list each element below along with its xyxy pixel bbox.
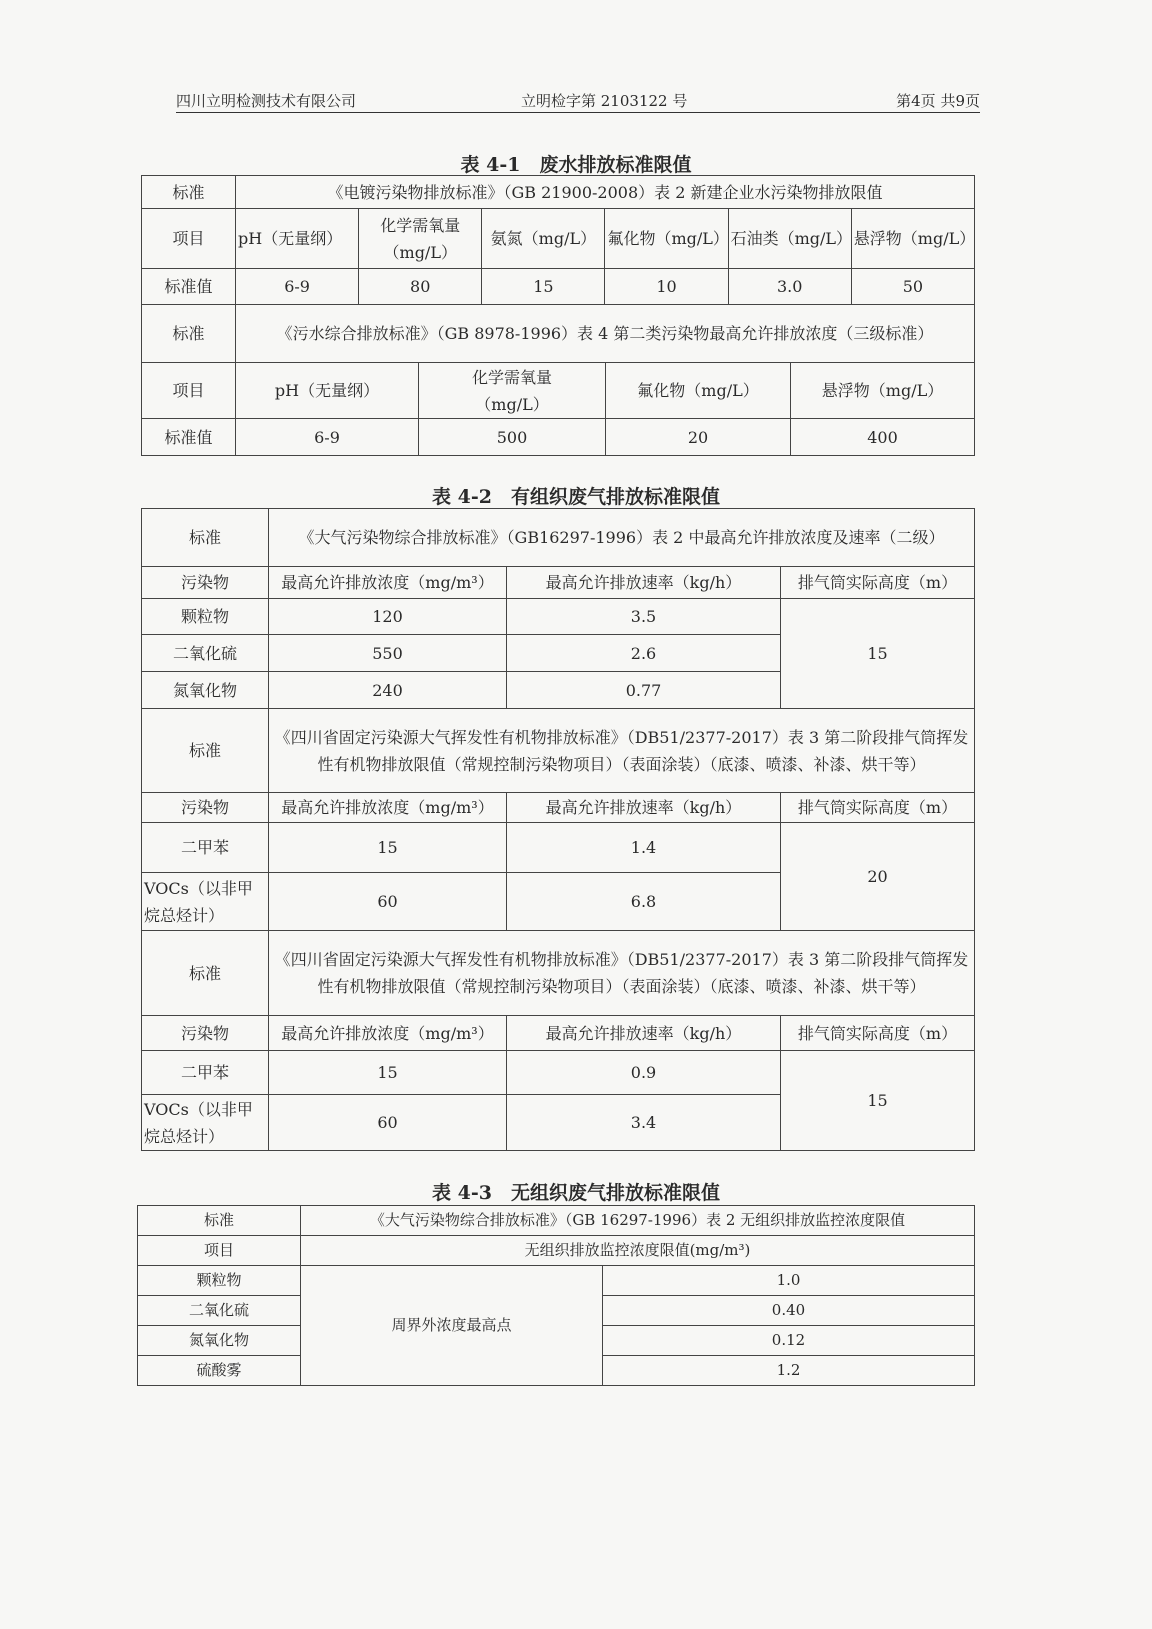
- col-header: 污染物: [142, 567, 269, 599]
- company-name: 四川立明检测技术有限公司: [176, 92, 357, 110]
- col-header: 污染物: [142, 793, 269, 823]
- item: 化学需氧量（mg/L）: [419, 363, 606, 419]
- pollutant: VOCs（以非甲烷总烃计）: [142, 1095, 269, 1151]
- value: 80: [359, 269, 482, 305]
- label: 标准: [142, 709, 269, 793]
- table-4-3-title: 表 4-3 无组织废气排放标准限值: [432, 1182, 720, 1204]
- pollutant: 颗粒物: [142, 599, 269, 635]
- label: 标准: [142, 509, 269, 567]
- table-4-2-title: 表 4-2 有组织废气排放标准限值: [432, 486, 720, 508]
- pollutant: 氮氧化物: [142, 672, 269, 709]
- value: 0.12: [603, 1326, 975, 1356]
- value: 6-9: [236, 419, 419, 456]
- pollutant: 颗粒物: [138, 1266, 301, 1296]
- stack-height: 15: [781, 599, 975, 709]
- table-4-1b: [141, 304, 975, 456]
- item: 氟化物（mg/L）: [605, 209, 728, 269]
- item: pH（无量纲）: [236, 209, 359, 269]
- col-header: 排气筒实际高度（m）: [781, 567, 975, 599]
- page-header: [176, 88, 980, 113]
- col-header: 最高允许排放浓度（mg/m³）: [269, 1016, 507, 1051]
- rate: 2.6: [507, 635, 781, 672]
- table-4-2: [141, 508, 975, 1151]
- value: 0.40: [603, 1296, 975, 1326]
- col-header: 污染物: [142, 1016, 269, 1051]
- standard-name: 《大气污染物综合排放标准》（GB 16297-1996）表 2 无组织排放监控浓度限值: [301, 1206, 975, 1236]
- label: 项目: [138, 1236, 301, 1266]
- label: 项目: [142, 363, 236, 419]
- col-header: 排气筒实际高度（m）: [781, 793, 975, 823]
- label: 标准: [142, 305, 236, 363]
- value: 20: [606, 419, 791, 456]
- conc: 60: [269, 1095, 507, 1151]
- label: 标准值: [142, 269, 236, 305]
- conc: 240: [269, 672, 507, 709]
- value: 3.0: [728, 269, 851, 305]
- standard-name: 《电镀污染物排放标准》（GB 21900-2008）表 2 新建企业水污染物排放限值: [236, 176, 975, 209]
- item: 氟化物（mg/L）: [606, 363, 791, 419]
- rate: 3.5: [507, 599, 781, 635]
- rate: 1.4: [507, 823, 781, 873]
- pollutant: 二氧化硫: [142, 635, 269, 672]
- col-header: 最高允许排放速率（kg/h）: [507, 793, 781, 823]
- stack-height: 20: [781, 823, 975, 931]
- rate: 0.77: [507, 672, 781, 709]
- item: 化学需氧量（mg/L）: [359, 209, 482, 269]
- rate: 0.9: [507, 1051, 781, 1095]
- item: 无组织排放监控浓度限值(mg/m³): [301, 1236, 975, 1266]
- standard-name: 《大气污染物综合排放标准》（GB16297-1996）表 2 中最高允许排放浓度及速率（二级）: [269, 509, 975, 567]
- value: 1.0: [603, 1266, 975, 1296]
- pollutant: 硫酸雾: [138, 1356, 301, 1386]
- value: 1.2: [603, 1356, 975, 1386]
- col-header: 排气筒实际高度（m）: [781, 1016, 975, 1051]
- item: 悬浮物（mg/L）: [791, 363, 975, 419]
- value: 400: [791, 419, 975, 456]
- value: 50: [851, 269, 974, 305]
- table-4-3: [137, 1205, 975, 1386]
- rate: 6.8: [507, 873, 781, 931]
- standard-name: 《四川省固定污染源大气挥发性有机物排放标准》（DB51/2377-2017）表 3 第二阶段排气筒挥发性有机物排放限值（常规控制污染物项目）（表面涂装）（底漆、喷漆、补漆、烘干等）: [269, 931, 975, 1016]
- value: 15: [482, 269, 605, 305]
- item: 石油类（mg/L）: [728, 209, 851, 269]
- table-4-1-title: 表 4-1 废水排放标准限值: [460, 154, 692, 176]
- col-header: 最高允许排放速率（kg/h）: [507, 567, 781, 599]
- value: 500: [419, 419, 606, 456]
- monitoring-location: 周界外浓度最高点: [301, 1266, 603, 1386]
- label: 标准值: [142, 419, 236, 456]
- conc: 120: [269, 599, 507, 635]
- report-number: 立明检字第 2103122 号: [521, 92, 688, 110]
- pollutant: 氮氧化物: [138, 1326, 301, 1356]
- standard-name: 《四川省固定污染源大气挥发性有机物排放标准》（DB51/2377-2017）表 3 第二阶段排气筒挥发性有机物排放限值（常规控制污染物项目）（表面涂装）（底漆、喷漆、补漆、烘干等）: [269, 709, 975, 793]
- value: 10: [605, 269, 728, 305]
- pollutant: VOCs（以非甲烷总烃计）: [142, 873, 269, 931]
- conc: 15: [269, 823, 507, 873]
- stack-height: 15: [781, 1051, 975, 1151]
- label: 标准: [142, 176, 236, 209]
- item: 悬浮物（mg/L）: [851, 209, 974, 269]
- pollutant: 二氧化硫: [138, 1296, 301, 1326]
- item: pH（无量纲）: [236, 363, 419, 419]
- label: 标准: [142, 931, 269, 1016]
- conc: 550: [269, 635, 507, 672]
- standard-name: 《污水综合排放标准》（GB 8978-1996）表 4 第二类污染物最高允许排放浓度（三级标准）: [236, 305, 975, 363]
- pollutant: 二甲苯: [142, 823, 269, 873]
- value: 6-9: [236, 269, 359, 305]
- page-number: 第4页 共9页: [896, 92, 980, 110]
- pollutant: 二甲苯: [142, 1051, 269, 1095]
- col-header: 最高允许排放浓度（mg/m³）: [269, 793, 507, 823]
- item: 氨氮（mg/L）: [482, 209, 605, 269]
- rate: 3.4: [507, 1095, 781, 1151]
- conc: 15: [269, 1051, 507, 1095]
- label: 标准: [138, 1206, 301, 1236]
- table-4-1a: [141, 175, 975, 305]
- label: 项目: [142, 209, 236, 269]
- conc: 60: [269, 873, 507, 931]
- col-header: 最高允许排放浓度（mg/m³）: [269, 567, 507, 599]
- col-header: 最高允许排放速率（kg/h）: [507, 1016, 781, 1051]
